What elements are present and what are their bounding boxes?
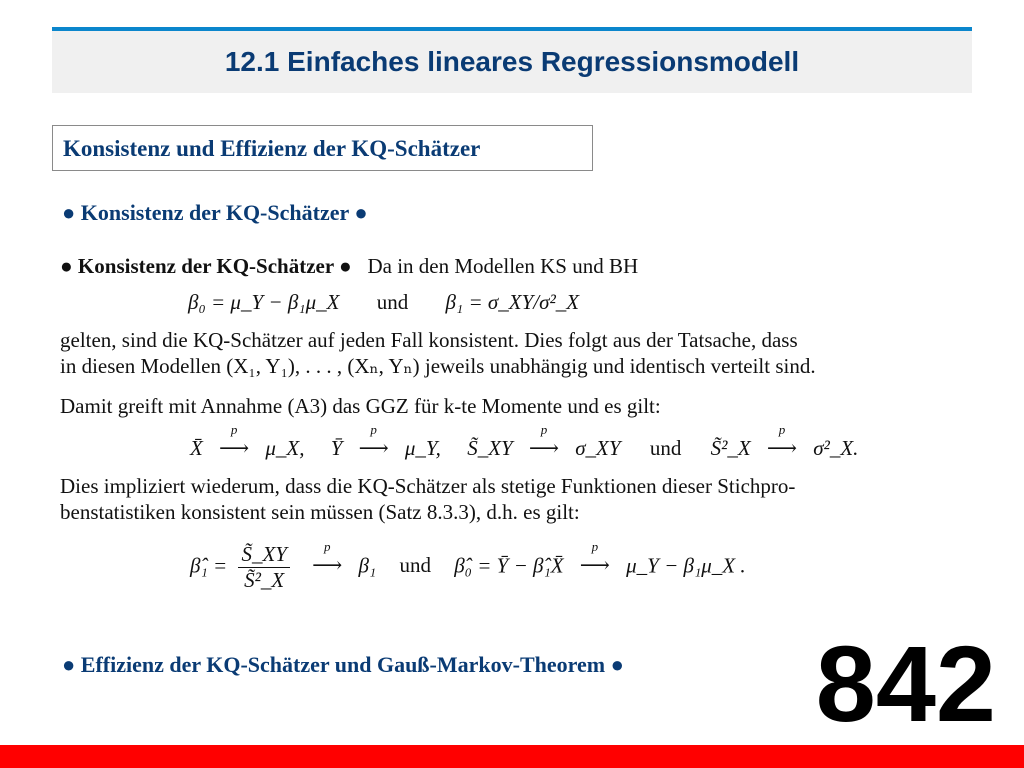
eq2-t3-left: S̃_XY	[467, 436, 513, 460]
eq2-t1-left: X̄	[190, 436, 203, 460]
slide-title: 12.1 Einfaches lineares Regressionsmodell	[224, 46, 800, 77]
arrow-label: p	[323, 539, 331, 555]
convergence-arrow: p ⟶	[760, 436, 804, 461]
eq1-left: β₀ = μ_Y − β₁μ_X	[188, 290, 340, 314]
eq3-rhs1: β₁	[358, 553, 377, 578]
eq2-t1-right: μ_X,	[265, 436, 305, 460]
equation-1	[188, 290, 579, 315]
page-number: 842	[815, 623, 996, 744]
excerpt-heading: ● Konsistenz der KQ-Schätzer ●	[60, 254, 352, 278]
convergence-arrow: p ⟶	[305, 553, 349, 578]
title-bar	[52, 27, 972, 93]
eq2-t2-right: μ_Y,	[404, 436, 441, 460]
eq2-t2-left: Ȳ	[330, 436, 343, 460]
bottom-red-bar	[0, 745, 1024, 768]
eq3-lhs1: β̂₁ =	[190, 553, 228, 578]
arrow-label: p	[591, 539, 599, 555]
arrow-label: p	[540, 422, 548, 437]
equation-2	[190, 422, 859, 461]
eq1-und: und	[376, 290, 409, 314]
eq1-right: β₁ = σ_XY/σ²_X	[445, 290, 580, 314]
paragraph-3-line-1: Dies impliziert wiederum, dass die KQ-Schätzer als stetige Funktionen dieser Stichpro-	[60, 474, 796, 498]
eq3-lhs2: β̂₀ = Ȳ − β̂₁X̄	[454, 553, 564, 578]
section-title-box: Konsistenz und Effizienz der KQ-Schätzer	[52, 125, 593, 171]
paragraph-3-line-2: benstatistiken konsistent sein müssen (Satz 8.3.3), d.h. es gilt:	[60, 500, 580, 524]
convergence-arrow: p ⟶	[573, 553, 617, 578]
bullet-heading-efficiency: ● Effizienz der KQ-Schätzer und Gauß-Markov-Theorem ●	[62, 652, 624, 677]
paragraph-1-line-2: in diesen Modellen (X₁, Y₁), . . . , (Xₙ, Yₙ) jeweils unabhängig und identisch verteilt sind.	[60, 354, 816, 378]
arrow-label: p	[778, 422, 786, 437]
eq3-denominator: S̃²_X	[244, 568, 285, 592]
arrow-label: p	[370, 422, 377, 437]
arrow-label: p	[230, 422, 238, 437]
eq2-t3-right: σ_XY	[575, 436, 621, 460]
convergence-arrow: p ⟶	[212, 436, 256, 461]
eq3-und: und	[399, 553, 431, 578]
bullet-heading-consistency: ● Konsistenz der KQ-Schätzer ●	[62, 200, 368, 225]
eq2-und: und	[649, 436, 682, 460]
eq2-t4-left: S̃²_X	[710, 436, 751, 460]
excerpt-intro: Da in den Modellen KS und BH	[367, 254, 639, 278]
paragraph-1-line-1: gelten, sind die KQ-Schätzer auf jeden Fall konsistent. Dies folgt aus der Tatsache, dass	[60, 328, 798, 352]
eq2-t4-right: σ²_X.	[813, 436, 859, 460]
convergence-arrow: p ⟶	[522, 436, 566, 461]
paragraph-2: Damit greift mit Annahme (A3) das GGZ für k-te Momente und es gilt:	[60, 394, 661, 418]
textbook-excerpt	[60, 246, 990, 618]
eq3-fraction	[238, 542, 290, 593]
equation-3	[190, 539, 746, 593]
convergence-arrow: p ⟶	[352, 436, 396, 461]
eq3-numerator: S̃_XY	[238, 542, 290, 568]
excerpt-line-1	[60, 254, 638, 279]
eq3-rhs2: μ_Y − β₁μ_X .	[626, 553, 746, 578]
